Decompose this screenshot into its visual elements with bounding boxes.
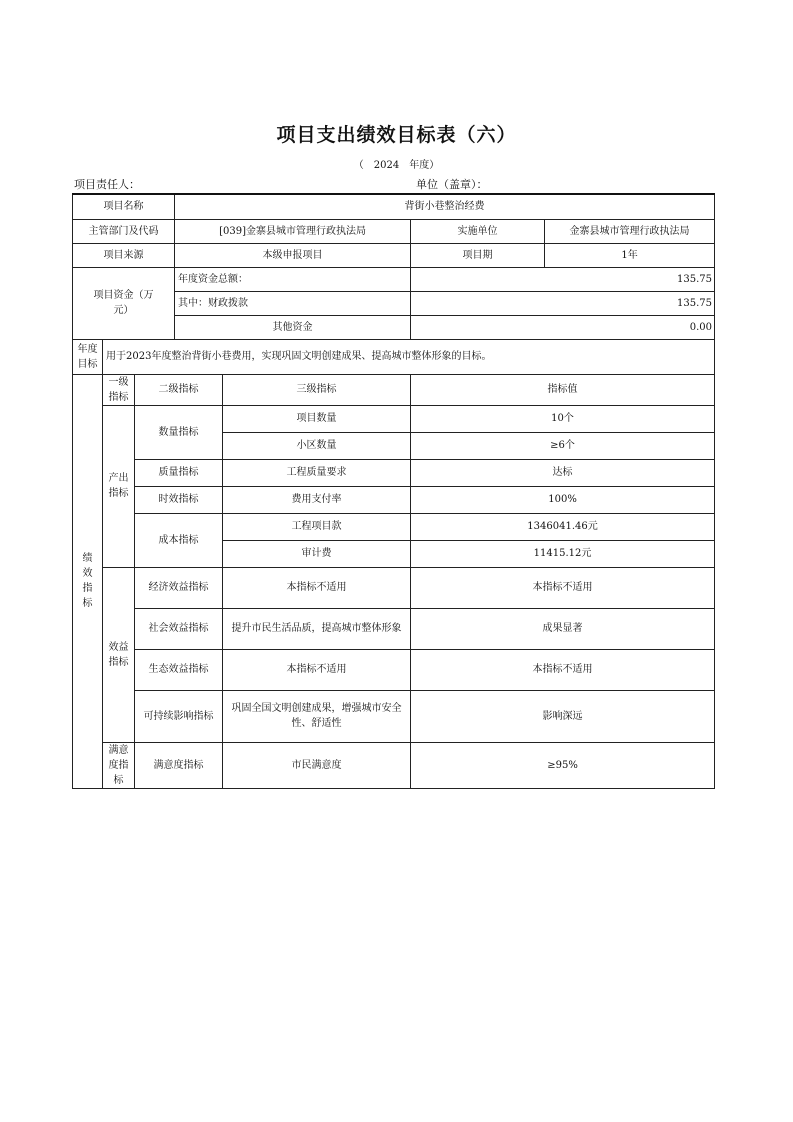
header-level3: 三级指标 <box>223 374 411 405</box>
sustain-name: 巩固全国文明创建成果，增强城市安全性、舒适性 <box>223 690 411 742</box>
source-label: 项目来源 <box>73 243 175 267</box>
quality-label: 质量指标 <box>135 459 223 486</box>
eco-name: 本指标不适用 <box>223 649 411 690</box>
fund-other: 0.00 <box>411 315 715 339</box>
quality-value: 达标 <box>411 459 715 486</box>
time-name: 费用支付率 <box>223 486 411 513</box>
sustain-label: 可持续影响指标 <box>135 690 223 742</box>
econ-value: 本指标不适用 <box>411 567 715 608</box>
unit-label: 单位（盖章）： <box>416 178 488 191</box>
q2-name: 小区数量 <box>223 432 411 459</box>
fund-fiscal-label: 其中：财政拨款 <box>175 291 411 315</box>
responsible-label: 项目责任人： <box>74 178 140 191</box>
quantity-label: 数量指标 <box>135 405 223 459</box>
satisfy-name: 市民满意度 <box>223 742 411 788</box>
header-value: 指标值 <box>411 374 715 405</box>
fund-label-text: 项目资金（万元） <box>93 290 154 316</box>
satisfy-value: ≥95% <box>411 742 715 788</box>
impl-label: 实施单位 <box>411 219 545 243</box>
benefit-label-text: 效益指标 <box>108 641 129 668</box>
project-name-label: 项目名称 <box>73 194 175 219</box>
project-name: 背街小巷整治经费 <box>175 194 715 219</box>
fund-fiscal: 135.75 <box>411 291 715 315</box>
impl-value: 金寨县城市管理行政执法局 <box>545 219 715 243</box>
fund-label <box>73 267 175 339</box>
econ-name: 本指标不适用 <box>223 567 411 608</box>
social-value: 成果显著 <box>411 608 715 649</box>
goal-text: 用于2023年度整治背街小巷费用，实现巩固文明创建成果、提高城市整体形象的目标。 <box>103 339 715 374</box>
perf-label <box>73 374 103 788</box>
cost2-name: 审计费 <box>223 540 411 567</box>
benefit-label <box>103 567 135 742</box>
page-title: 项目支出绩效目标表（六） <box>276 124 517 146</box>
satisfy-label: 满意度指标 <box>135 742 223 788</box>
dept-value: [039]金寨县城市管理行政执法局 <box>175 219 411 243</box>
performance-table <box>72 193 715 789</box>
fund-total: 135.75 <box>411 267 715 291</box>
cost-label: 成本指标 <box>135 513 223 567</box>
dept-label: 主管部门及代码 <box>73 219 175 243</box>
cost2-value: 11415.12元 <box>411 540 715 567</box>
quality-name: 工程质量要求 <box>223 459 411 486</box>
perf-label-text: 绩效指标 <box>82 553 93 609</box>
output-label <box>103 405 135 567</box>
fund-total-label: 年度资金总额： <box>175 267 411 291</box>
satisfy-group-label: 满意度指标 <box>103 742 135 788</box>
header-level2: 二级指标 <box>135 374 223 405</box>
source-value: 本级申报项目 <box>175 243 411 267</box>
year-line: （ 2024 年度） <box>353 160 440 171</box>
fund-other-label: 其他资金 <box>175 315 411 339</box>
goal-label: 年度目标 <box>73 339 103 374</box>
header-level1: 一级指标 <box>103 374 135 405</box>
eco-value: 本指标不适用 <box>411 649 715 690</box>
time-value: 100% <box>411 486 715 513</box>
q1-name: 项目数量 <box>223 405 411 432</box>
q1-value: 10个 <box>411 405 715 432</box>
output-label-text: 产出指标 <box>108 473 129 499</box>
period-value: 1年 <box>545 243 715 267</box>
social-label: 社会效益指标 <box>135 608 223 649</box>
social-name: 提升市民生活品质，提高城市整体形象 <box>223 608 411 649</box>
econ-label: 经济效益指标 <box>135 567 223 608</box>
sustain-value: 影响深远 <box>411 690 715 742</box>
q2-value: ≥6个 <box>411 432 715 459</box>
period-label: 项目期 <box>411 243 545 267</box>
eco-label: 生态效益指标 <box>135 649 223 690</box>
time-label: 时效指标 <box>135 486 223 513</box>
cost1-value: 1346041.46元 <box>411 513 715 540</box>
cost1-name: 工程项目款 <box>223 513 411 540</box>
